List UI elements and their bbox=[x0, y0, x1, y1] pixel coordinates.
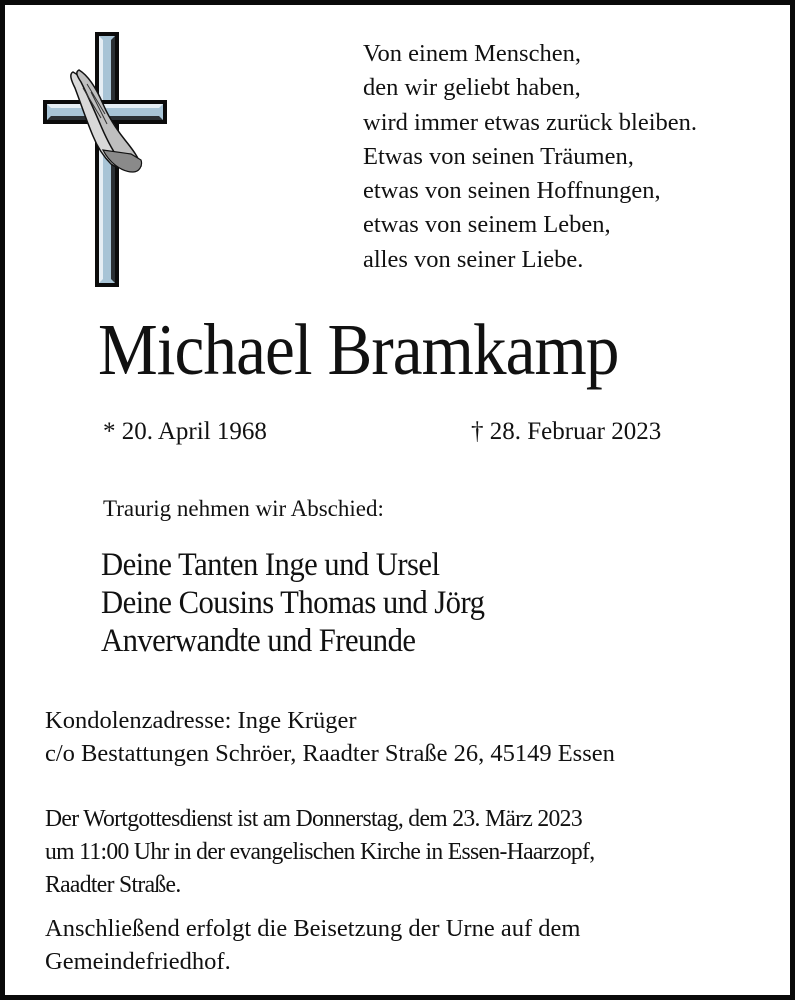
service-info bbox=[45, 802, 594, 901]
poem-line: alles von seiner Liebe. bbox=[363, 245, 584, 273]
condolence-line: c/o Bestattungen Schröer, Raadter Straße 26, 45149 Essen bbox=[45, 740, 615, 767]
mourner-line: Deine Tanten Inge und Ursel bbox=[101, 547, 440, 583]
poem-line: etwas von seinen Hoffnungen, bbox=[363, 177, 661, 205]
poem-line: Von einem Menschen, bbox=[363, 40, 581, 67]
memorial-poem bbox=[363, 37, 697, 277]
burial-line: Anschließend erfolgt die Beisetzung der Urne auf dem bbox=[45, 915, 581, 942]
farewell-heading: Traurig nehmen wir Abschied: bbox=[103, 496, 384, 521]
burial-info bbox=[45, 912, 580, 978]
service-line: Der Wortgottesdienst ist am Donnerstag, dem 23. März 2023 bbox=[45, 805, 582, 832]
cross-with-praying-hands-icon bbox=[43, 32, 167, 287]
poem-line: Etwas von seinen Träumen, bbox=[363, 142, 634, 170]
deceased-name: Michael Bramkamp bbox=[98, 309, 619, 390]
service-line: um 11:00 Uhr in der evangelischen Kirche in Essen-Haarzopf, bbox=[45, 838, 595, 865]
birth-date: * 20. April 1968 bbox=[103, 418, 267, 445]
mourner-line: Anverwandte und Freunde bbox=[101, 623, 416, 659]
mourner-line: Deine Cousins Thomas und Jörg bbox=[101, 585, 485, 621]
poem-line: den wir geliebt haben, bbox=[363, 74, 581, 102]
poem-line: etwas von seinem Leben, bbox=[363, 211, 611, 239]
poem-line: wird immer etwas zurück bleiben. bbox=[363, 108, 698, 136]
death-date: † 28. Februar 2023 bbox=[471, 418, 662, 445]
condolence-line: Kondolenzadresse: Inge Krüger bbox=[45, 707, 357, 734]
condolence-address bbox=[45, 704, 615, 770]
mourners-list bbox=[101, 546, 484, 660]
service-line: Raadter Straße. bbox=[45, 871, 181, 898]
burial-line: Gemeindefriedhof. bbox=[45, 948, 231, 975]
